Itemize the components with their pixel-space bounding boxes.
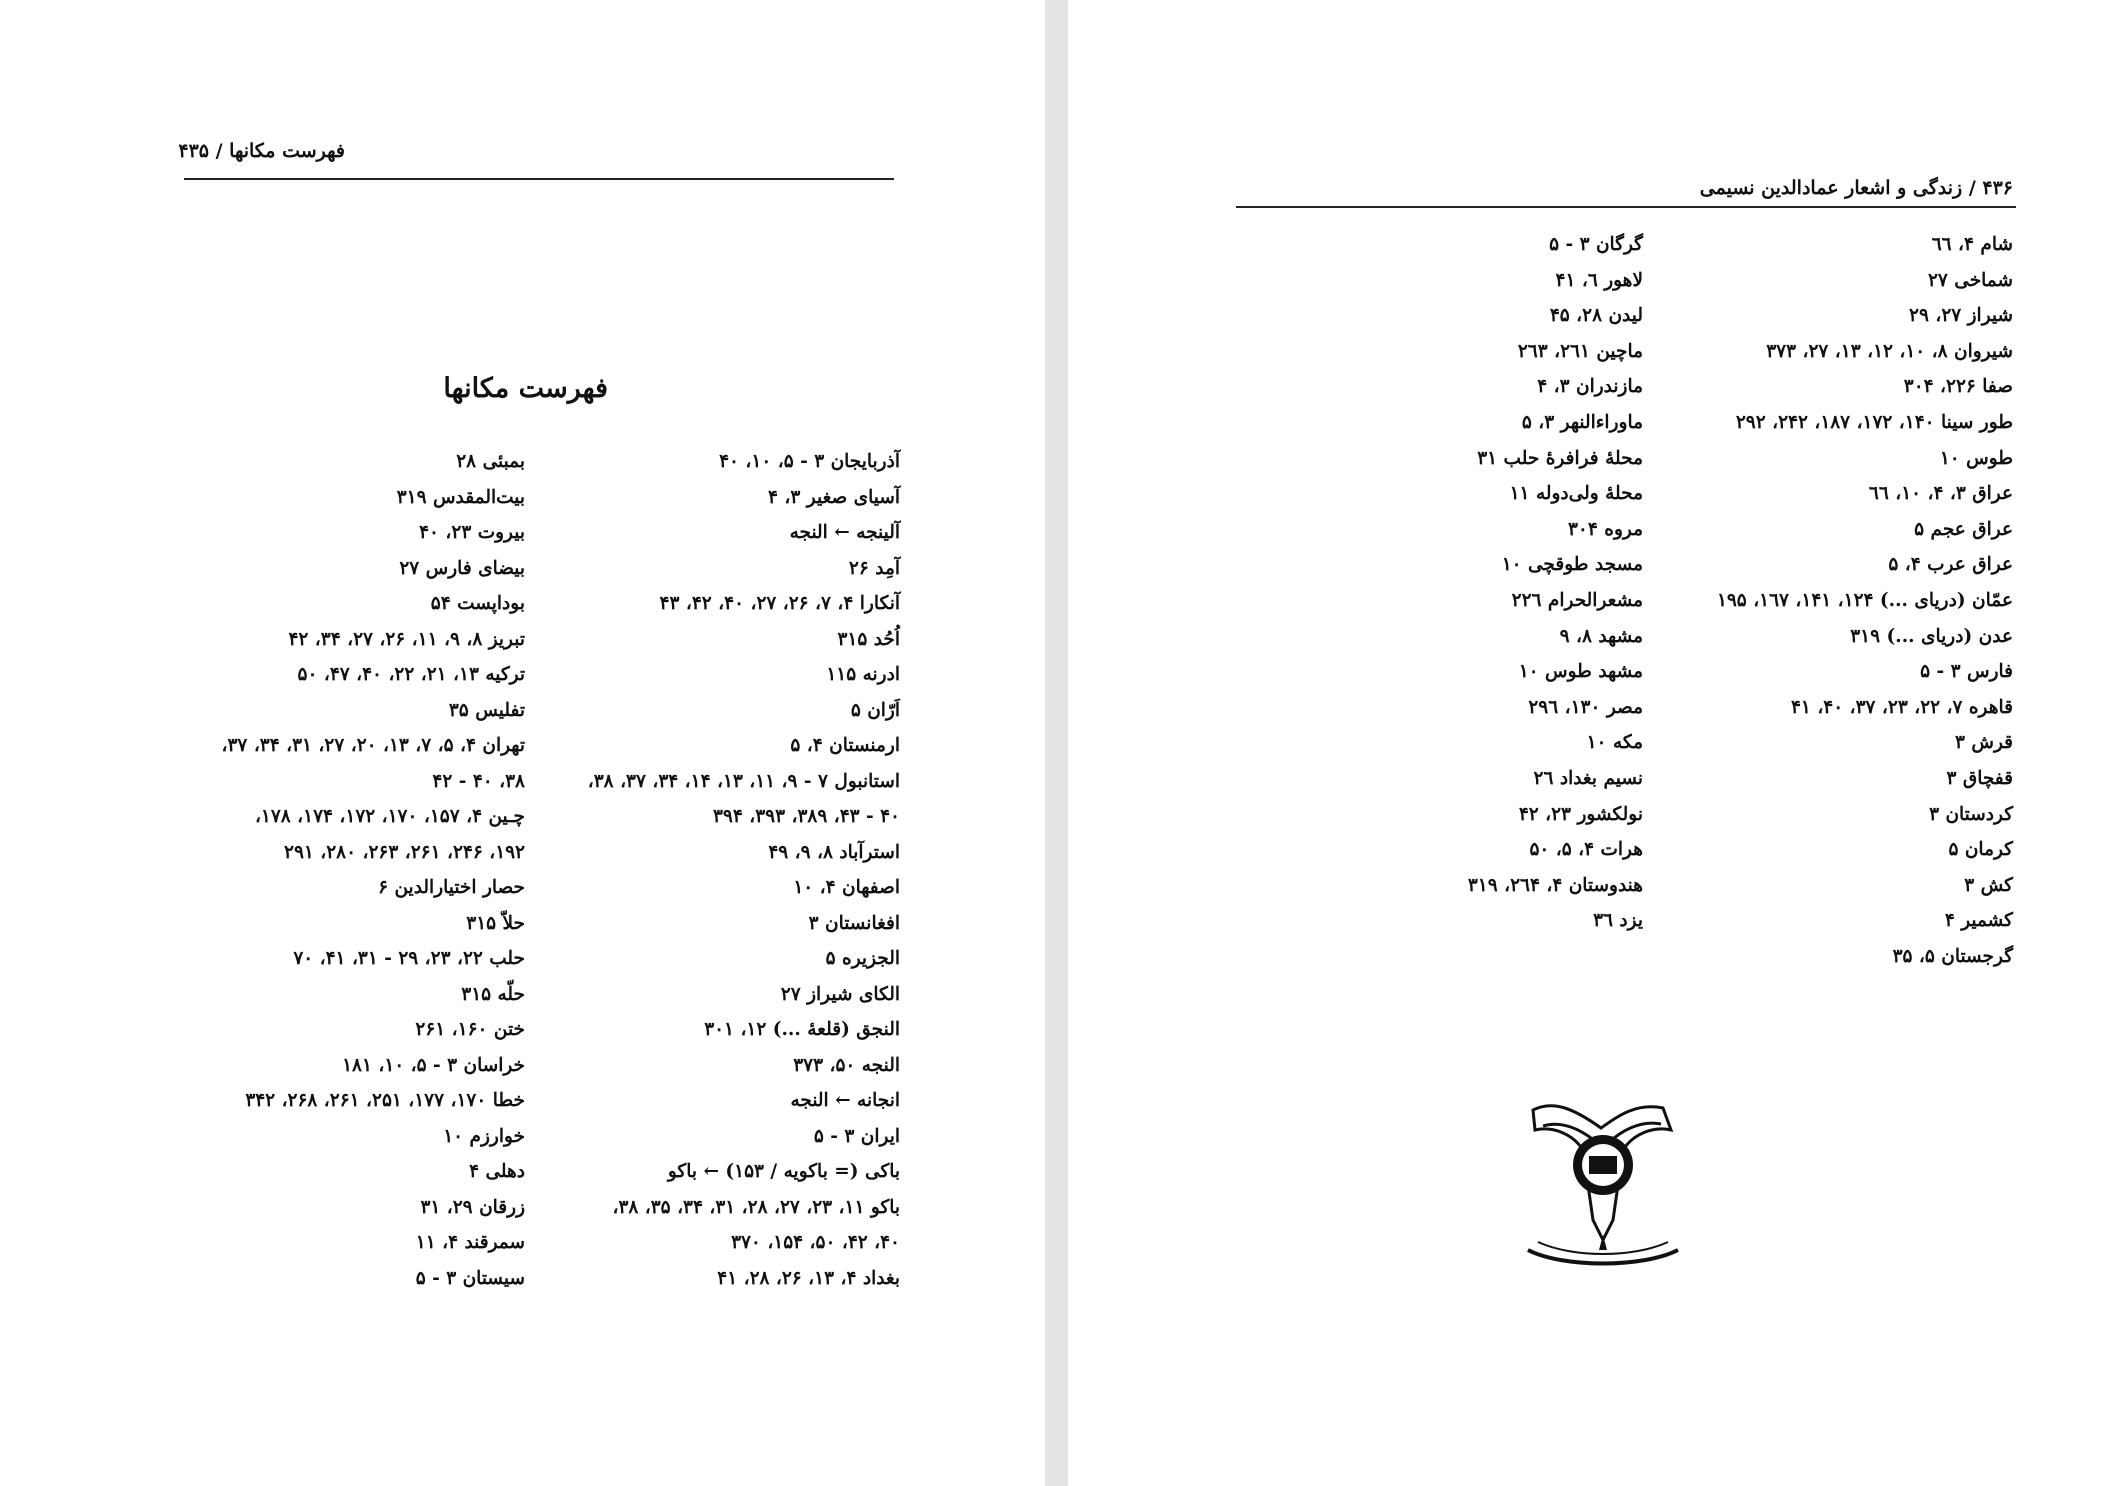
index-entry: دهلی ۴: [469, 1161, 525, 1182]
index-entry: تفلیس ۳۵: [448, 699, 525, 721]
right-page-header: ۴۳۶ / زندگی و اشعار عمادالدین نسیمی: [1699, 177, 2013, 199]
index-entry: ایران ۳ - ۵: [813, 1125, 900, 1147]
index-entry: ترکیه ۱۳، ۲۱، ۲۲، ۴۰، ۴۷، ۵۰: [297, 664, 525, 685]
index-entry: بمبئی ۲۸: [456, 451, 525, 472]
index-entry: ۴۰، ۴۲، ۵۰، ۱۵۴، ۳۷۰: [731, 1232, 900, 1253]
index-entry: ارمنستان ۴، ۵: [790, 735, 900, 756]
index-entry: عراق عجم ۵: [1914, 518, 2013, 540]
index-entry: آذربایجان ۳ - ۵، ۱۰، ۴۰: [719, 451, 900, 472]
index-entry: هندوستان ۴، ۲٦۴، ۳۱۹: [1467, 874, 1643, 896]
index-entry: کرمان ۵: [1948, 839, 2013, 861]
right-page-column-right: [1717, 227, 2013, 974]
right-page: [1068, 0, 2113, 1486]
index-entry: انجانه ← النجه: [790, 1090, 900, 1111]
right-page-column-left: [1468, 227, 1643, 939]
index-entry: یزد ۳٦: [1593, 910, 1643, 932]
index-entry: آمِد ۲۶: [848, 557, 900, 579]
index-entry: استرآباد ۸، ۹، ۴۹: [768, 841, 900, 863]
index-entry: حلاّ ۳۱۵: [466, 912, 525, 934]
index-entry: عراق عرب ۴، ۵: [1888, 554, 2013, 576]
index-entry: مکه ۱۰: [1586, 732, 1643, 754]
index-title: فهرست مکانها: [443, 373, 608, 404]
index-entry: نولکشور ۲۳، ۴۲: [1518, 803, 1643, 825]
index-entry: محلهٔ فرافرهٔ حلب ۳۱: [1477, 447, 1643, 469]
index-entry: عراق ۳، ۴، ۱۰، ٦٦: [1868, 483, 2013, 505]
index-entry: بیضای فارس ۲۷: [399, 557, 525, 579]
index-entry: حلب ۲۲، ۲۳، ۲۹ - ۳۱، ۴۱، ۷۰: [293, 948, 525, 969]
index-entry: بیت‌المقدس ۳۱۹: [396, 486, 525, 508]
index-entry: طور سینا ۱۴۰، ۱۷۲، ۱۸۷، ۲۴۲، ۲۹۲: [1735, 411, 2013, 433]
index-entry: بوداپست ۵۴: [430, 593, 525, 614]
index-entry: حلّه ۳۱۵: [461, 983, 525, 1005]
index-entry: ماچین ۲٦۱، ۲٦۳: [1517, 340, 1643, 362]
index-entry: گرجستان ۵، ۳۵: [1892, 945, 2013, 967]
index-entry: شماخی ۲۷: [1927, 269, 2013, 291]
index-entry: عمّان (دریای ...) ۱۲۴، ۱۴۱، ۱٦۷، ۱۹۵: [1716, 589, 2013, 611]
index-entry: قفچاق ۳: [1946, 767, 2013, 789]
left-page-header: فهرست مکانها / ۴۳۵: [178, 140, 345, 162]
index-entry: حصار اختیارالدین ۶: [378, 877, 525, 898]
index-entry: ادرنه ۱۱۵: [826, 664, 900, 685]
index-entry: افغانستان ۳: [808, 912, 900, 934]
index-entry: النجق (قلعهٔ ...) ۱۲، ۳۰۱: [704, 1019, 900, 1040]
left-page-column-left: [222, 444, 525, 1296]
index-entry: الجزیره ۵: [825, 948, 900, 969]
index-entry: اصفهان ۴، ۱۰: [793, 877, 900, 898]
index-entry: محلهٔ ولی‌دوله ۱۱: [1509, 483, 1643, 505]
index-entry: شیراز ۲۷، ۲۹: [1909, 305, 2013, 327]
index-entry: عدن (دریای ...) ۳۱۹: [1850, 625, 2013, 647]
index-entry: خطا ۱۷۰، ۱۷۷، ۲۵۱، ۲۶۱، ۲۶۸، ۳۴۲: [245, 1090, 525, 1111]
index-entry: بیروت ۲۳، ۴۰: [419, 522, 525, 543]
page-gutter: [1045, 0, 1068, 1486]
index-entry: کش ۳: [1964, 874, 2013, 896]
index-entry: نسیم بغداد ۲٦: [1533, 767, 1643, 789]
left-page-column-right: [588, 444, 900, 1296]
index-entry: طوس ۱۰: [1939, 447, 2013, 469]
index-entry: مازندران ۳، ۴: [1537, 376, 1643, 398]
index-entry: باکو ۱۱، ۲۳، ۲۷، ۲۸، ۳۱، ۳۴، ۳۵، ۳۸،: [612, 1196, 900, 1218]
index-entry: استانبول ۷ - ۹، ۱۱، ۱۳، ۱۴، ۳۴، ۳۷، ۳۸،: [587, 770, 900, 792]
index-entry: خراسان ۳ - ۵، ۱۰، ۱۸۱: [342, 1054, 525, 1076]
index-entry: النجه ۵۰، ۳۷۳: [793, 1054, 900, 1076]
index-entry: چـین ۴، ۱۵۷، ۱۷۰، ۱۷۲، ۱۷۴، ۱۷۸،: [254, 806, 525, 827]
index-entry: لیدن ۲۸، ۴۵: [1549, 305, 1643, 327]
index-entry: اَرّان ۵: [850, 699, 900, 721]
left-header-rule: [184, 178, 894, 180]
index-entry: قاهره ۷، ۲۲، ۲۳، ۳۷، ۴۰، ۴۱: [1791, 696, 2013, 718]
index-entry: آنکارا ۴، ۷، ۲۶، ۲۷، ۴۰، ۴۲، ۴۳: [659, 593, 900, 614]
index-entry: ختن ۱۶۰، ۲۶۱: [415, 1019, 525, 1040]
index-entry: سمرقند ۴، ۱۱: [415, 1232, 525, 1253]
index-entry: مسجد طوقچی ۱۰: [1501, 554, 1643, 576]
left-page: [0, 0, 1045, 1486]
index-entry: گرگان ۳ - ۵: [1549, 234, 1643, 255]
index-entry: ۱۹۲، ۲۴۶، ۲۶۱، ۲۶۳، ۲۸۰، ۲۹۱: [284, 841, 525, 863]
index-entry: مروه ۳۰۴: [1568, 518, 1643, 540]
index-entry: باکی (= باکویه / ۱۵۳) ← باکو: [667, 1161, 900, 1182]
index-entry: ۳۸، ۴۰ - ۴۲: [432, 770, 525, 792]
index-entry: شیروان ۸، ۱۰، ۱۲، ۱۳، ۲۷، ۳۷۳: [1766, 340, 2013, 362]
index-entry: خوارزم ۱۰: [443, 1125, 525, 1147]
index-entry: الکای شیراز ۲۷: [780, 983, 900, 1005]
publisher-emblem-icon: [1513, 1090, 1693, 1274]
index-entry: آلینجه ← النجه: [789, 522, 900, 543]
index-entry: لاهور ٦، ۴۱: [1555, 269, 1643, 291]
index-entry: هرات ۴، ۵، ۵۰: [1529, 839, 1643, 861]
index-entry: تبریز ۸، ۹، ۱۱، ۲۶، ۲۷، ۳۴، ۴۲: [288, 628, 525, 650]
index-entry: صفا ۲۲۶، ۳۰۴: [1903, 376, 2013, 398]
index-entry: ۴۰ - ۴۳، ۳۸۹، ۳۹۳، ۳۹۴: [712, 806, 900, 827]
index-entry: مصر ۱۳۰، ۲۹٦: [1528, 696, 1643, 718]
index-entry: زرقان ۲۹، ۳۱: [420, 1196, 525, 1218]
index-entry: کردستان ۳: [1929, 803, 2013, 825]
index-entry: سیستان ۳ - ۵: [415, 1267, 525, 1289]
right-header-rule: [1236, 206, 2016, 208]
index-entry: اُحُد ۳۱۵: [837, 628, 900, 650]
index-entry: آسیای صغیر ۳، ۴: [768, 486, 900, 508]
index-entry: کشمیر ۴: [1944, 910, 2013, 932]
index-entry: مشعرالحرام ۲۲٦: [1511, 589, 1643, 611]
index-entry: مشهد طوس ۱۰: [1518, 661, 1643, 683]
index-entry: ماوراءالنهر ۳، ۵: [1521, 411, 1643, 433]
index-entry: بغداد ۴، ۱۳، ۲۶، ۲۸، ۴۱: [717, 1267, 900, 1289]
index-entry: شام ۴، ٦٦: [1931, 234, 2013, 255]
index-entry: قرش ۳: [1954, 732, 2013, 754]
index-entry: فارس ۳ - ۵: [1920, 661, 2013, 683]
index-entry: مشهد ۸، ۹: [1559, 625, 1643, 647]
index-entry: تهران ۴، ۵، ۷، ۱۳، ۲۰، ۲۷، ۳۱، ۳۴، ۳۷،: [221, 735, 525, 756]
